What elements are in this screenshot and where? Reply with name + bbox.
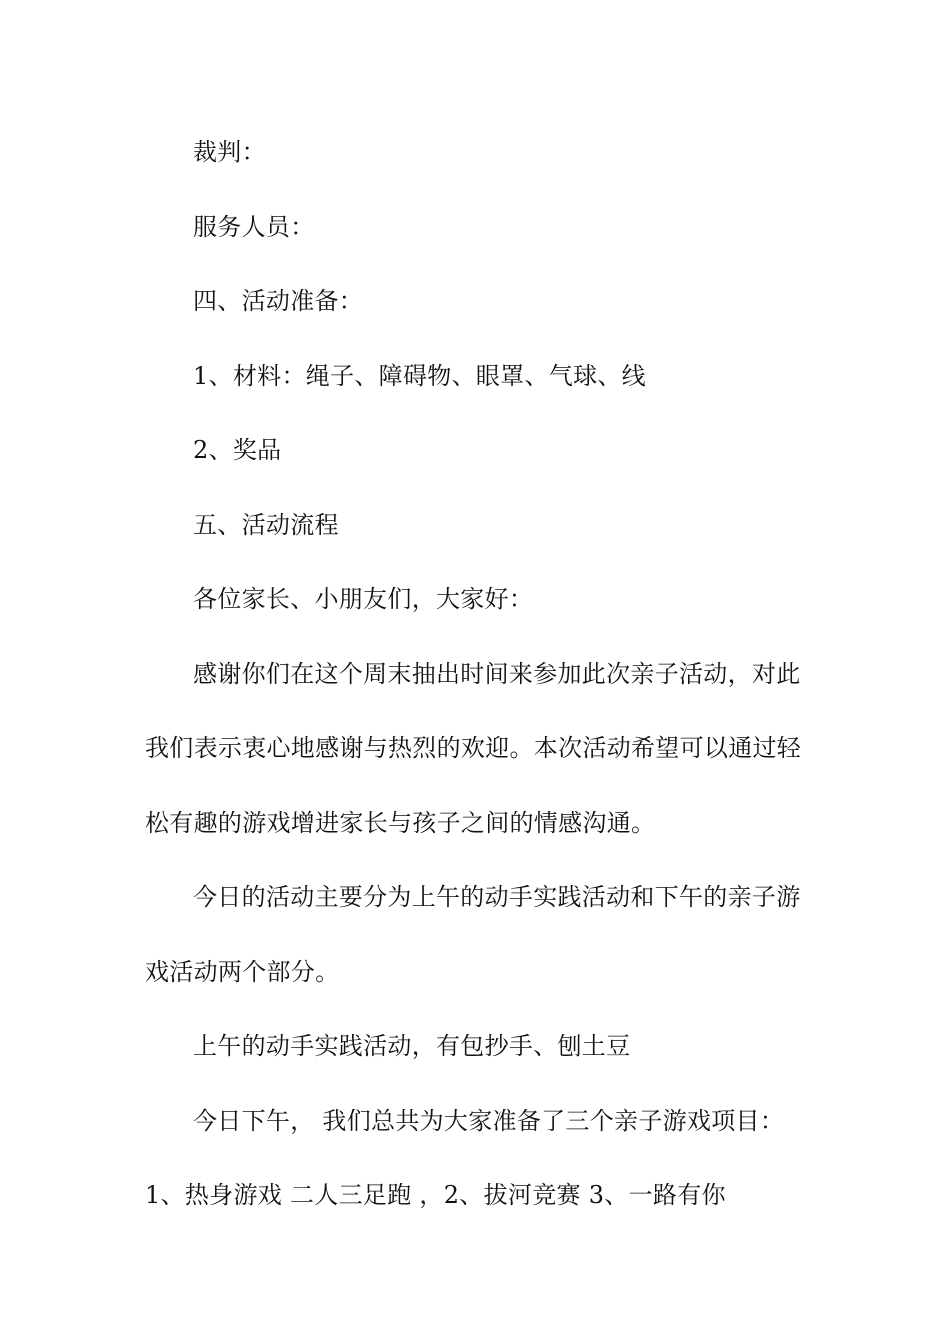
materials-list: 1、材料：绳子、障碍物、眼罩、气球、线 <box>193 362 646 390</box>
game-list-line: 1、热身游戏 二人三足跑 ，2、拔河竞赛 3、一路有你 <box>145 1181 726 1209</box>
prizes-item: 2、奖品 <box>193 436 282 464</box>
section-heading-process: 五、活动流程 <box>193 511 339 539</box>
referee-label: 裁判： <box>193 138 266 166</box>
staff-label: 服务人员： <box>193 213 315 241</box>
paragraph-schedule-line-2: 戏活动两个部分。 <box>145 958 340 986</box>
paragraph-thanks-line-3: 松有趣的游戏增进家长与孩子之间的情感沟通。 <box>145 809 656 837</box>
section-heading-preparation: 四、活动准备： <box>193 287 364 315</box>
paragraph-schedule-line-1: 今日的活动主要分为上午的动手实践活动和下午的亲子游 <box>193 883 801 911</box>
morning-activities-line: 上午的动手实践活动，有包抄手、刨土豆 <box>193 1032 631 1060</box>
paragraph-thanks-line-2: 我们表示衷心地感谢与热烈的欢迎。本次活动希望可以通过轻 <box>145 734 802 762</box>
paragraph-thanks-line-1: 感谢你们在这个周末抽出时间来参加此次亲子活动，对此 <box>193 660 801 688</box>
greeting-line: 各位家长、小朋友们，大家好： <box>193 585 534 613</box>
afternoon-intro-line: 今日下午， 我们总共为大家准备了三个亲子游戏项目： <box>193 1107 785 1135</box>
